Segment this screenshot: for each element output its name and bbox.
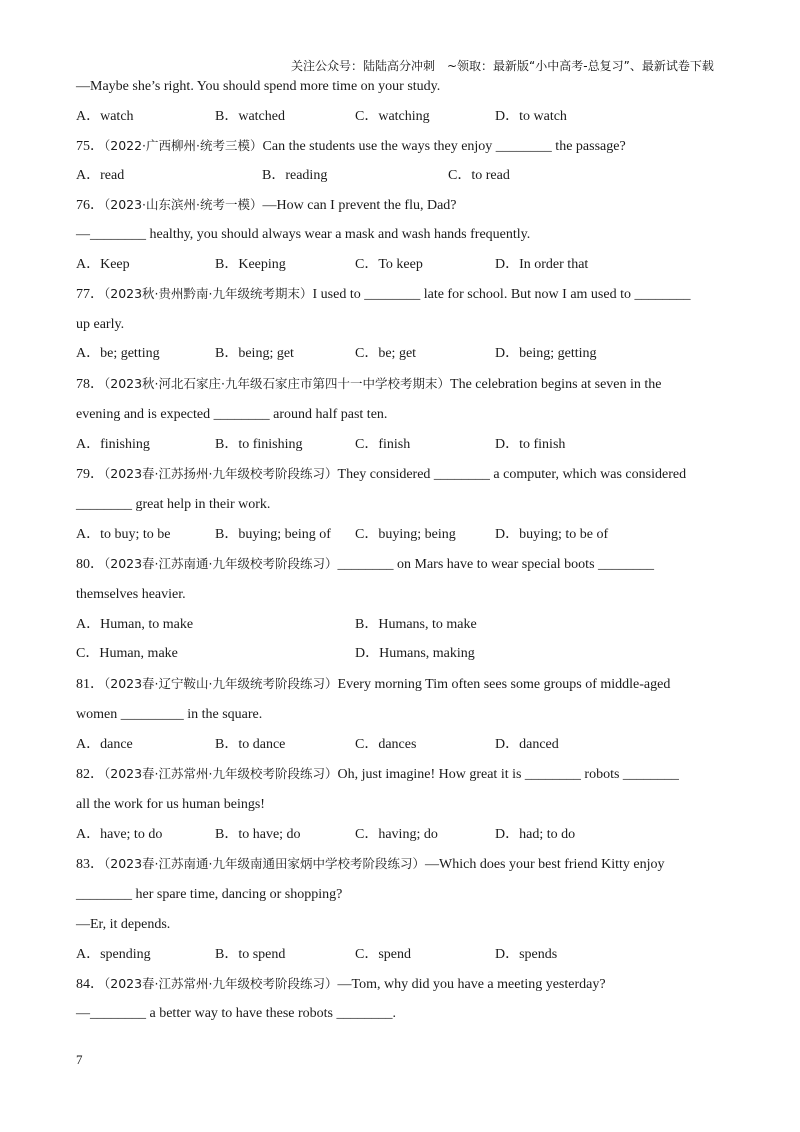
option-74-d: D．to watch	[495, 109, 567, 124]
option-81-b: B．to dance	[215, 737, 286, 752]
question-83-line-2: ________ her spare time, dancing or shopping?	[76, 887, 343, 902]
question-text: Every morning Tim often sees some groups of middle-aged	[337, 677, 671, 692]
question-77-line-2: up early.	[76, 317, 125, 332]
option-78-a: A．finishing	[76, 437, 150, 452]
question-text: —How can I prevent the flu, Dad?	[262, 198, 457, 213]
option-83-d: D．spends	[495, 947, 558, 962]
option-74-b: B．watched	[215, 109, 285, 124]
question-source: （2023春·江苏常州·九年级校考阶段练习）	[104, 766, 338, 781]
question-81-line-2: women _________ in the square.	[76, 707, 263, 722]
option-76-c: C．To keep	[355, 257, 423, 272]
question-text: ________ on Mars have to wear special boots ________	[337, 557, 655, 572]
option-76-a: A．Keep	[76, 257, 130, 272]
question-number: 78．	[76, 377, 104, 392]
option-83-a: A．spending	[76, 947, 151, 962]
question-74-dialog: —Maybe she’s right. You should spend more time on your study.	[76, 79, 441, 94]
option-83-b: B．to spend	[215, 947, 286, 962]
question-81	[76, 675, 670, 694]
option-80-b: B．Humans, to make	[355, 617, 477, 632]
option-76-b: B．Keeping	[215, 257, 286, 272]
question-number: 82．	[76, 767, 104, 782]
question-source: （2023·山东滨州·统考一模）	[104, 197, 263, 212]
option-79-b: B．buying; being of	[215, 527, 331, 542]
option-77-d: D．being; getting	[495, 346, 597, 361]
question-number: 83．	[76, 857, 104, 872]
option-79-a: A．to buy; to be	[76, 527, 171, 542]
question-text: They considered ________ a computer, which was considered	[337, 467, 687, 482]
option-78-b: B．to finishing	[215, 437, 303, 452]
question-text: —Tom, why did you have a meeting yesterday?	[337, 977, 606, 992]
option-77-a: A．be; getting	[76, 346, 160, 361]
question-84	[76, 975, 606, 994]
question-number: 80．	[76, 557, 104, 572]
question-number: 84．	[76, 977, 104, 992]
option-81-a: A．dance	[76, 737, 133, 752]
question-text: I used to ________ late for school. But now I am used to ________	[312, 287, 691, 302]
question-text: Oh, just imagine! How great it is ________ robots ________	[337, 767, 679, 782]
question-83	[76, 855, 665, 874]
question-source: （2023秋·贵州黔南·九年级统考期末）	[104, 286, 313, 301]
option-80-a: A．Human, to make	[76, 617, 194, 632]
option-81-c: C．dances	[355, 737, 417, 752]
question-number: 81．	[76, 677, 104, 692]
question-number: 75．	[76, 139, 104, 154]
option-74-c: C．watching	[355, 109, 430, 124]
question-76-line-2: —________ healthy, you should always wear a mask and wash hands frequently.	[76, 227, 531, 242]
question-78-line-2: evening and is expected ________ around half past ten.	[76, 407, 388, 422]
question-79-line-2: ________ great help in their work.	[76, 497, 271, 512]
question-text: Can the students use the ways they enjoy ________ the passage?	[262, 139, 626, 154]
question-80	[76, 555, 654, 574]
option-75-a: A．read	[76, 168, 125, 183]
question-source: （2023秋·河北石家庄·九年级石家庄市第四十一中学校考期末）	[104, 376, 451, 391]
question-source: （2023春·江苏南通·九年级校考阶段练习）	[104, 556, 338, 571]
question-84-line-2: —________ a better way to have these robots ________.	[76, 1006, 396, 1021]
question-source: （2023春·江苏常州·九年级校考阶段练习）	[104, 976, 338, 991]
option-79-d: D．buying; to be of	[495, 527, 609, 542]
option-80-c: C．Human, make	[76, 646, 178, 661]
question-76	[76, 196, 457, 215]
question-78	[76, 375, 662, 394]
option-82-d: D．had; to do	[495, 827, 576, 842]
option-79-c: C．buying; being	[355, 527, 456, 542]
option-78-c: C．finish	[355, 437, 411, 452]
option-82-a: A．have; to do	[76, 827, 163, 842]
question-source: （2022·广西柳州·统考三模）	[104, 138, 263, 153]
option-83-c: C．spend	[355, 947, 411, 962]
question-text: —Which does your best friend Kitty enjoy	[425, 857, 665, 872]
question-75	[76, 137, 626, 156]
question-source: （2023春·辽宁鞍山·九年级统考阶段练习）	[104, 676, 338, 691]
option-80-d: D．Humans, making	[355, 646, 475, 661]
question-82-line-2: all the work for us human beings!	[76, 797, 265, 812]
option-82-b: B．to have; do	[215, 827, 301, 842]
question-number: 77．	[76, 287, 104, 302]
question-80-line-2: themselves heavier.	[76, 587, 186, 602]
option-78-d: D．to finish	[495, 437, 566, 452]
page-number: 7	[76, 1052, 83, 1067]
question-77	[76, 285, 690, 304]
option-82-c: C．having; do	[355, 827, 438, 842]
page-header: 关注公众号：陆陆高分冲刺 ~领取：最新版“小中高考-总复习”、最新试卷下载	[291, 59, 714, 73]
question-text: The celebration begins at seven in the	[450, 377, 662, 392]
question-83-line-3: —Er, it depends.	[76, 917, 171, 932]
question-number: 76．	[76, 198, 104, 213]
option-76-d: D．In order that	[495, 257, 589, 272]
question-source: （2023春·江苏南通·九年级南通田家炳中学校考阶段练习）	[104, 856, 426, 871]
question-79	[76, 465, 686, 484]
question-82	[76, 765, 679, 784]
question-source: （2023春·江苏扬州·九年级校考阶段练习）	[104, 466, 338, 481]
option-75-c: C．to read	[448, 168, 510, 183]
option-75-b: B．reading	[262, 168, 328, 183]
question-number: 79．	[76, 467, 104, 482]
option-77-b: B．being; get	[215, 346, 294, 361]
option-74-a: A．watch	[76, 109, 134, 124]
option-77-c: C．be; get	[355, 346, 417, 361]
option-81-d: D．danced	[495, 737, 559, 752]
